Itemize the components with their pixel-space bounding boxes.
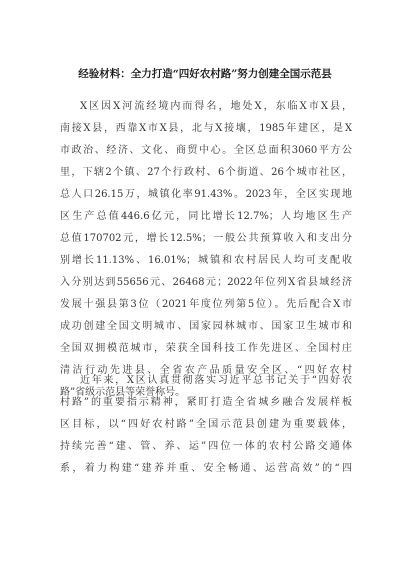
- paragraph-recent-work: [60, 370, 352, 480]
- document-title: 经验材料：全力打造“四好农村路”努力创建全国示范县: [78, 68, 332, 80]
- text-line: 发展十强县第3位（2021年度位列第5位）。先后配合X市: [60, 299, 352, 310]
- text-line: X区因X河流经境内而得名，地处X，东临X市X县，: [80, 101, 352, 112]
- text-line: 村路”的重要指示精神，紧盯打造全省城乡融合发展样板: [60, 397, 352, 408]
- text-line: 里，下辖2个镇、27个行政村、6个街道、26个城市社区，: [60, 167, 352, 178]
- text-line: 总值170702元，增长12.5%；一般公共预算收入和支出分: [60, 233, 352, 244]
- paragraph-overview: [60, 96, 352, 404]
- text-line: 系，着力构建“建养并重、安全畅通、运营高效”的“四: [60, 463, 352, 474]
- text-line: 市政治、经济、文化、商贸中心。全区总面积3060平方公: [60, 145, 352, 156]
- text-line: 南接X县，西靠X市X县，北与X接壤，1985年建区，是X: [60, 123, 352, 134]
- text-line: 清洁行动先进县、全省农产品质量安全区、“四好农村: [60, 365, 352, 376]
- text-line: 区目标，以“四好农村路”全国示范县创建为重要载体，: [60, 419, 352, 430]
- text-line: 区生产总值446.6亿元，同比增长12.7%；人均地区生产: [60, 211, 352, 222]
- text-line: 近年来，X区认真贯彻落实习近平总书记关于“四好农: [80, 375, 352, 386]
- text-line: 路”省级示范县等荣誉称号。: [60, 387, 186, 398]
- text-line: 持续完善“建、管、养、运”四位一体的农村公路交通体: [60, 441, 352, 452]
- text-line: 总人口26.15万，城镇化率91.43%。2023年，全区实现地: [60, 189, 352, 200]
- text-line: 全国双拥模范城市，荣获全国科技工作先进区、全国村庄: [60, 343, 352, 354]
- text-line: 成功创建全国文明城市、国家园林城市、国家卫生城市和: [60, 321, 352, 332]
- text-line: 别增长11.13%、16.01%；城镇和农村居民人均可支配收: [60, 255, 352, 266]
- text-line: 入分别达到55656元、26468元；2022年位列X省县域经济: [60, 277, 352, 288]
